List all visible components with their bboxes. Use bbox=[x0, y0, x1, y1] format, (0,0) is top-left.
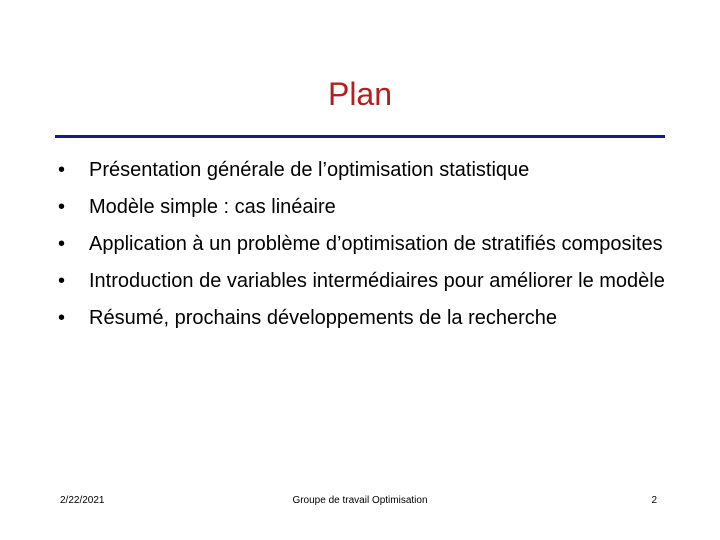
bullet-marker: • bbox=[58, 307, 66, 329]
bullet-item bbox=[58, 195, 678, 219]
bullet-text: Application à un problème d’optimisation de stratifiés composites bbox=[89, 233, 663, 255]
bullet-item bbox=[58, 158, 678, 182]
page-number: 2 bbox=[651, 495, 657, 506]
bullet-text: Introduction de variables intermédiaires pour améliorer le modèle bbox=[89, 270, 665, 292]
bullet-list bbox=[58, 158, 678, 343]
bullet-marker: • bbox=[58, 270, 66, 292]
bullet-marker: • bbox=[58, 196, 66, 218]
bullet-text: Résumé, prochains développements de la recherche bbox=[89, 307, 558, 329]
bullet-item bbox=[58, 232, 678, 256]
bullet-text: Présentation générale de l’optimisation statistique bbox=[89, 159, 530, 181]
bullet-marker: • bbox=[58, 159, 66, 181]
title-underline bbox=[55, 135, 665, 138]
bullet-marker: • bbox=[58, 233, 66, 255]
footer-title: Groupe de travail Optimisation bbox=[292, 495, 428, 506]
footer-date: 2/22/2021 bbox=[60, 495, 105, 506]
slide-title: Plan bbox=[327, 76, 393, 112]
bullet-item bbox=[58, 269, 678, 293]
bullet-text: Modèle simple : cas linéaire bbox=[89, 196, 336, 218]
bullet-item bbox=[58, 306, 678, 330]
